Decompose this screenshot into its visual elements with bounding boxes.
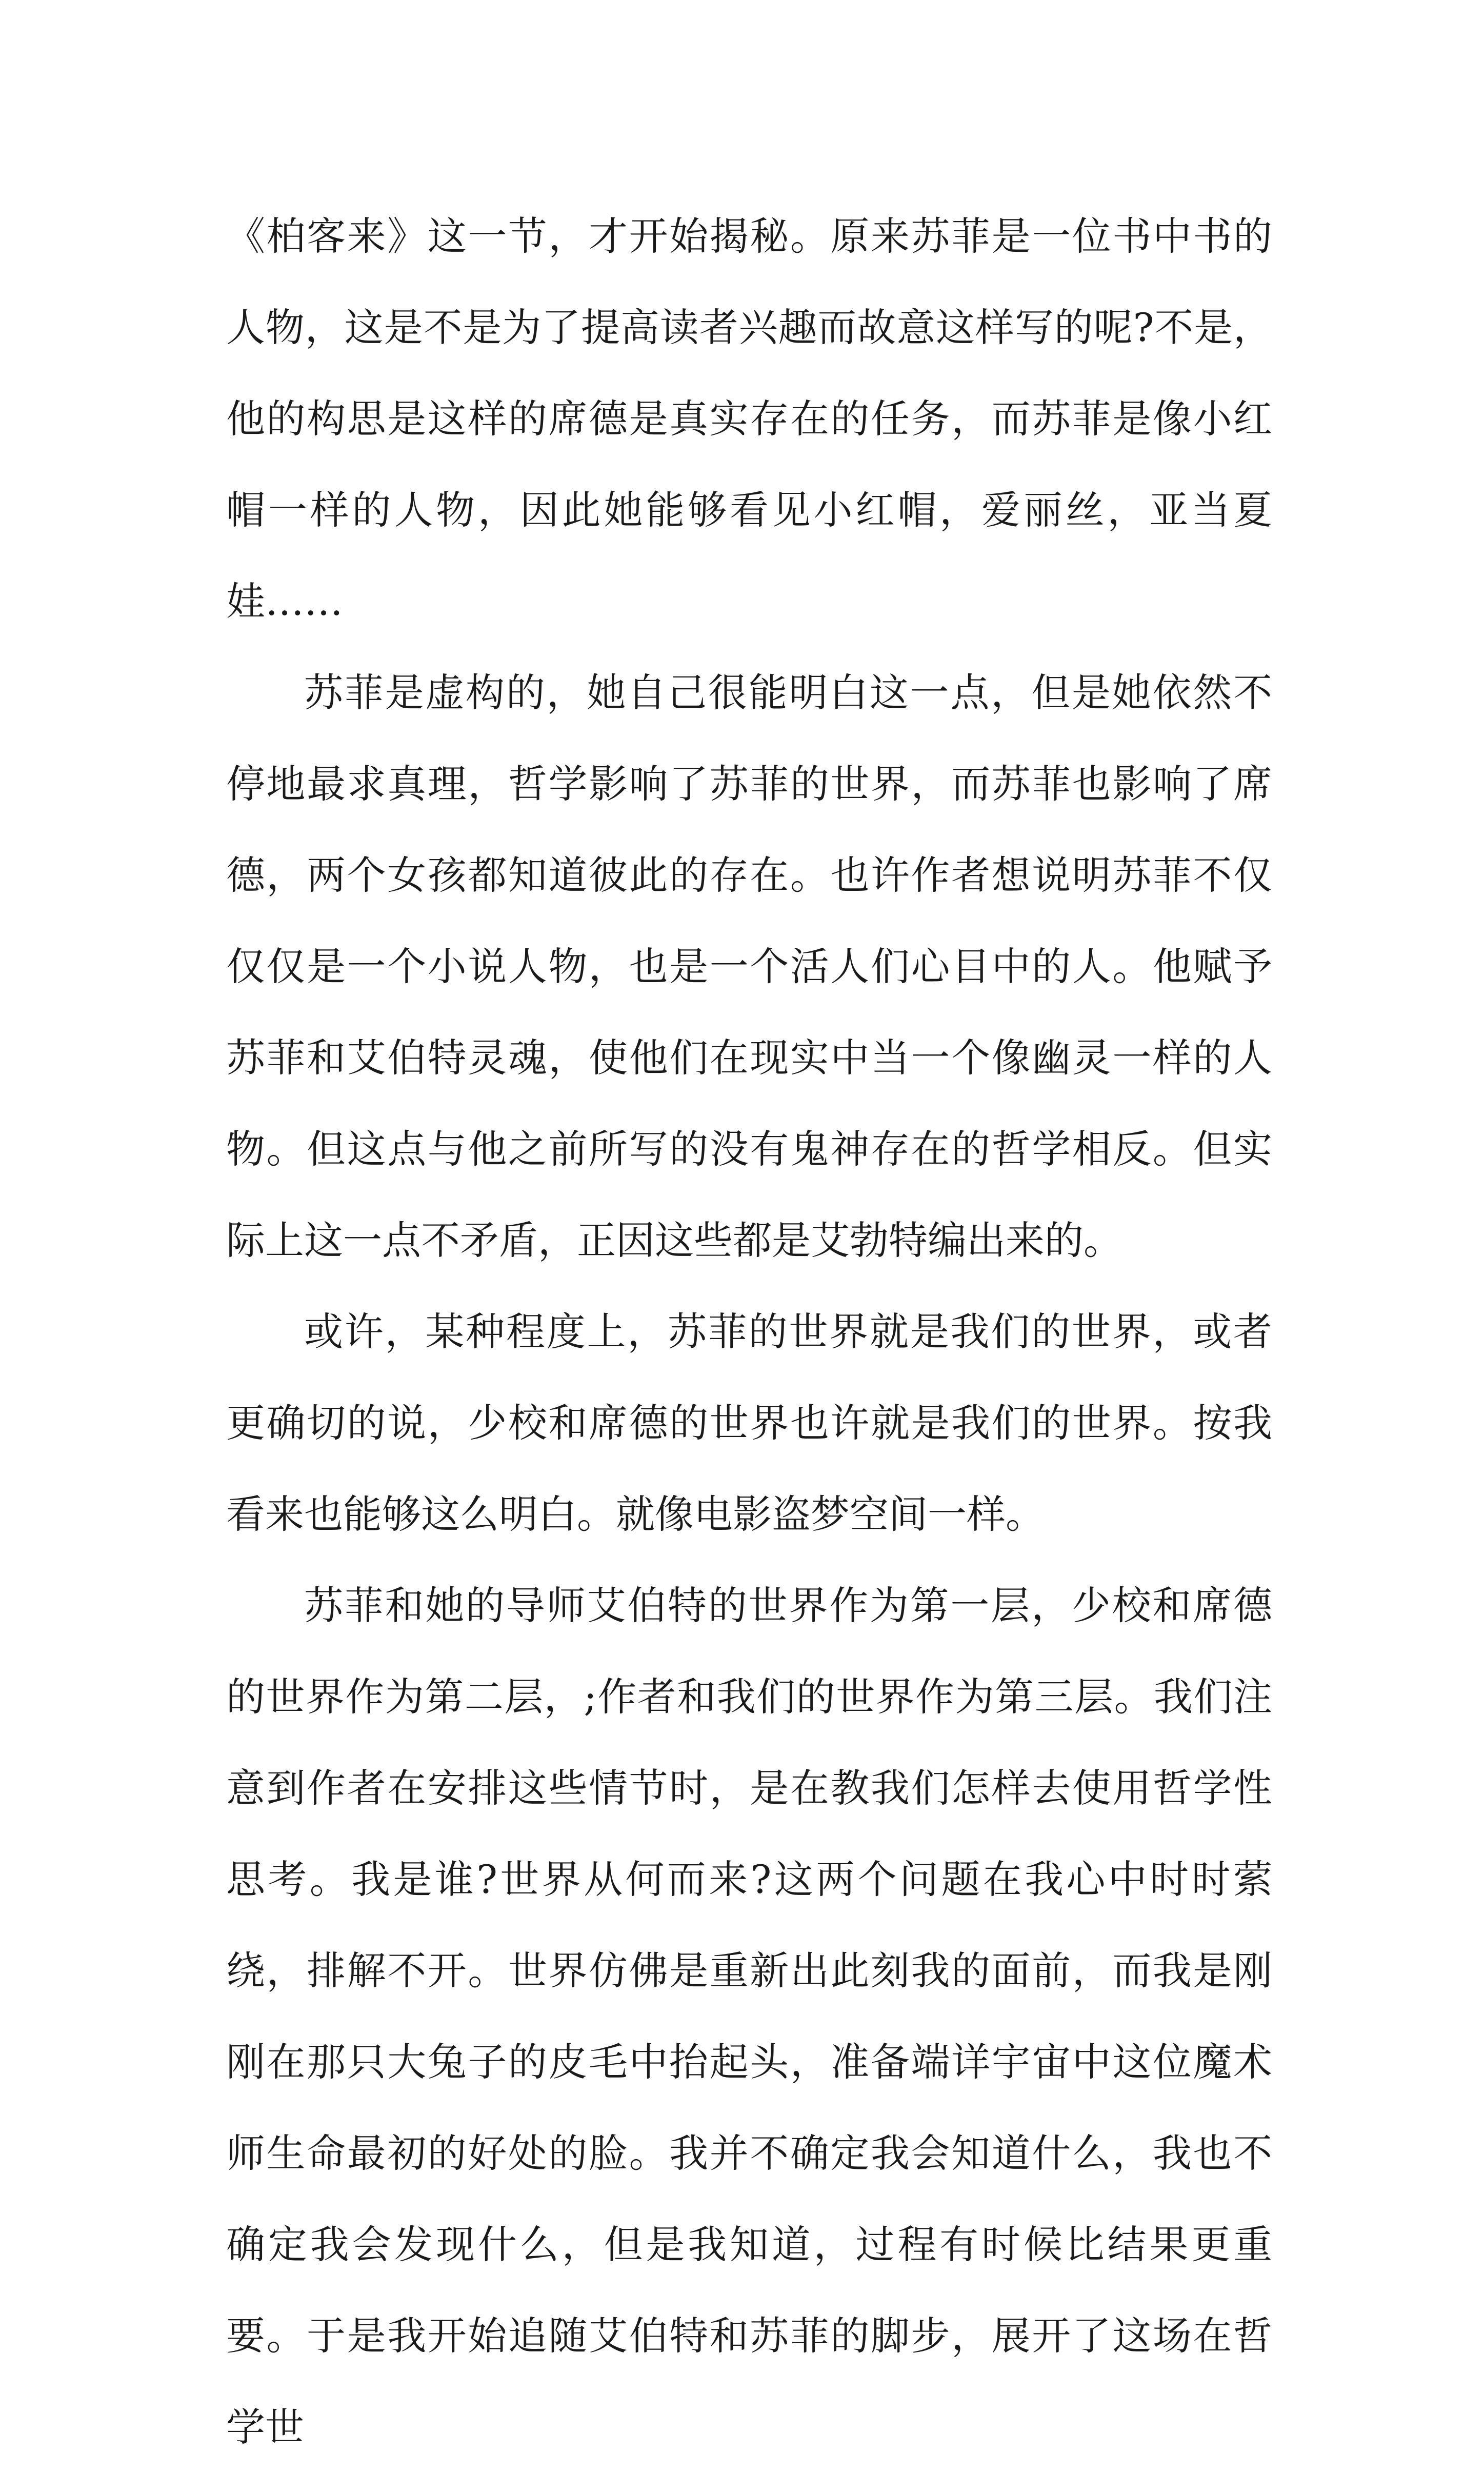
paragraph-2: 苏菲是虚构的，她自己很能明白这一点，但是她依然不停地最求真理，哲学影响了苏菲的世界，而苏菲也影响了席德，两个女孩都知道彼此的存在。也许作者想说明苏菲不仅仅仅是一个小说人物，也是一个活人们心目中的人。他赋予苏菲和艾伯特灵魂，使他们在现实中当一个像幽灵一样的人物。但这点与他之前所写的没有鬼神存在的哲学相反。但实际上这一点不矛盾，正因这些都是艾勃特编出来的。 (226, 670, 1272, 1263)
paragraph-1: 《柏客来》这一节，才开始揭秘。原来苏菲是一位书中书的人物，这是不是为了提高读者兴趣而故意这样写的呢?不是，他的构思是这样的席德是真实存在的任务，而苏菲是像小红帽一样的人物，因此她能够看见小红帽，爱丽丝，亚当夏娃…… (226, 213, 1272, 624)
paragraph-4: 苏菲和她的导师艾伯特的世界作为第一层，少校和席德的世界作为第二层，;作者和我们的世界作为第三层。我们注意到作者在安排这些情节时，是在教我们怎样去使用哲学性思考。我是谁?世界从何而来?这两个问题在我心中时时萦绕，排解不开。世界仿佛是重新出此刻我的面前，而我是刚刚在那只大兔子的皮毛中抬起头，准备端详宇宙中这位魔术师生命最初的好处的脸。我并不确定我会知道什么，我也不确定我会发现什么，但是我知道，过程有时候比结果更重要。于是我开始追随艾伯特和苏菲的脚步，展开了这场在哲学世 (226, 1583, 1272, 2450)
document-body (226, 191, 1272, 2473)
paragraph-3: 或许，某种程度上，苏菲的世界就是我们的世界，或者更确切的说，少校和席德的世界也许就是我们的世界。按我看来也能够这么明白。就像电影盗梦空间一样。 (226, 1309, 1272, 1537)
